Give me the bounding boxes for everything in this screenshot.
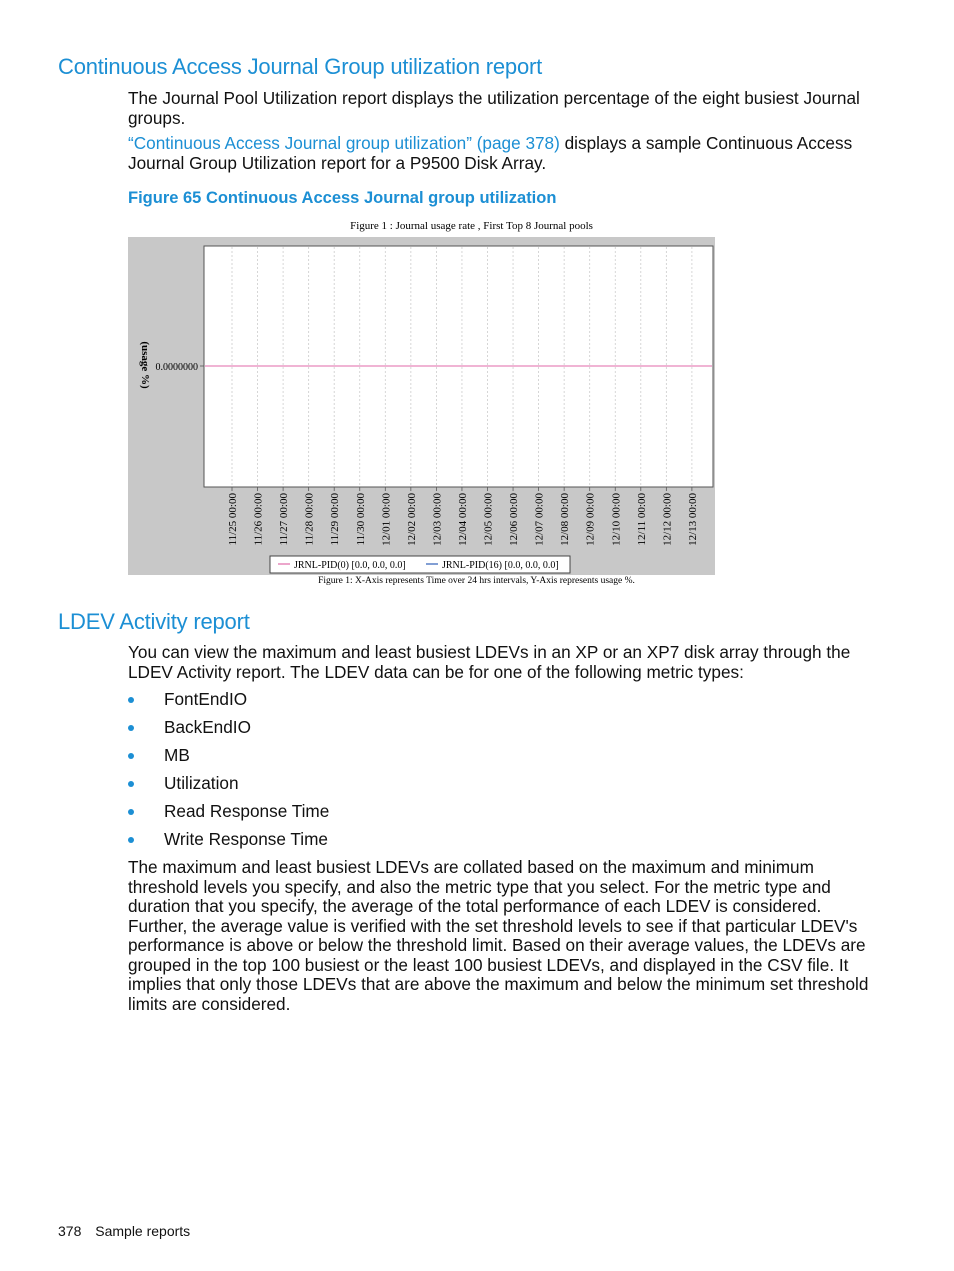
list-item-label: FontEndIO: [164, 689, 248, 709]
list-item-label: Utilization: [164, 773, 239, 793]
x-tick-label: 11/26 00:00: [252, 493, 265, 546]
page-number: 378: [58, 1223, 82, 1239]
x-tick-label: 12/10 00:00: [610, 493, 623, 546]
section-heading-ldev-activity: LDEV Activity report: [58, 609, 250, 634]
chart-area: [128, 237, 715, 575]
chart-title: Figure 1 : Journal usage rate , First Top 8 Journal pools: [350, 220, 593, 232]
chart-svg: [128, 237, 715, 575]
paragraph-ldev-intro: You can view the maximum and least busiest LDEVs in an XP or an XP7 disk array through the LDEV Activity report. The LDEV data can be for one of the following metric types:: [128, 642, 851, 682]
x-tick-label: 11/30 00:00: [354, 493, 367, 546]
x-tick-label: 12/04 00:00: [456, 493, 469, 546]
x-tick-label: 12/12 00:00: [661, 493, 674, 546]
x-tick-label: 12/09 00:00: [584, 493, 597, 546]
x-tick-label: 12/03 00:00: [431, 493, 444, 546]
list-item-label: MB: [164, 745, 190, 765]
y-axis-label: (usage %): [139, 341, 151, 389]
paragraph-ldev-details: The maximum and least busiest LDEVs are collated based on the maximum and minimum threshold levels you specify, and also the metric type that you select. For the metric type and duration that you specify, the average of the total performance of each LDEV is considered. Further, the average value is verified with the set threshold levels to see if that particular LDEV's performance is above or below the threshold limit. Based on their average values, the LDEVs are grouped in the top 100 busiest or the least 100 busiest LDEVs, and displayed in the CSV file. It implies that only those LDEVs that are above the maximum and below the minimum set threshold limits are considered.: [128, 857, 869, 1014]
bullet-icon: [128, 753, 134, 759]
y-tick-layer: [156, 362, 205, 373]
bullet-icon: [128, 781, 134, 787]
x-tick-label: 11/29 00:00: [329, 493, 342, 546]
x-tick-label: 12/02 00:00: [405, 493, 418, 546]
legend: [270, 556, 570, 573]
legend-label: JRNL-PID(16) [0.0, 0.0, 0.0]: [442, 560, 559, 571]
x-tick-label: 12/08 00:00: [559, 493, 572, 546]
footer-section-name: Sample reports: [95, 1223, 191, 1239]
plot-background: [204, 246, 713, 487]
bullet-icon: [128, 725, 134, 731]
y-tick-label: 0.0000000: [155, 362, 198, 373]
bullet-icon: [128, 837, 134, 843]
section-heading-journal-group: Continuous Access Journal Group utilization report: [58, 54, 543, 79]
list-item-label: BackEndIO: [164, 717, 251, 737]
legend-label: JRNL-PID(0) [0.0, 0.0, 0.0]: [294, 560, 406, 571]
paragraph-figure-reference: [128, 134, 873, 173]
paragraph-journal-pool: The Journal Pool Utilization report displays the utilization percentage of the eight busiest Journal groups.: [128, 88, 860, 128]
x-tick-label: 12/07 00:00: [533, 493, 546, 546]
bullet-icon: [128, 697, 134, 703]
x-tick-label: 11/28 00:00: [303, 493, 316, 546]
chart-footer-note: Figure 1: X-Axis represents Time over 24 hrs intervals, Y-Axis represents usage %.: [318, 576, 635, 586]
list-item-label: Read Response Time: [164, 801, 330, 821]
figure-reference-text: displays a sample Continuous Access Journal Group Utilization report for a P9500 Disk Array.: [128, 133, 853, 173]
x-tick-label: 11/27 00:00: [278, 493, 291, 546]
x-tick-layer: [227, 487, 699, 546]
x-tick-label: 12/05 00:00: [482, 493, 495, 546]
page-footer: [58, 1223, 190, 1239]
x-tick-label: 12/01 00:00: [380, 493, 393, 546]
list-item-label: Write Response Time: [164, 829, 328, 849]
x-tick-label: 12/06 00:00: [508, 493, 521, 546]
x-tick-label: 12/11 00:00: [635, 493, 648, 546]
x-tick-label: 12/13 00:00: [686, 493, 699, 546]
figure-reference-link[interactable]: “Continuous Access Journal group utilization” (page 378): [128, 133, 560, 153]
bullet-icon: [128, 809, 134, 815]
x-tick-label: 11/25 00:00: [227, 493, 239, 546]
figure-caption: Figure 65 Continuous Access Journal group utilization: [128, 189, 557, 207]
